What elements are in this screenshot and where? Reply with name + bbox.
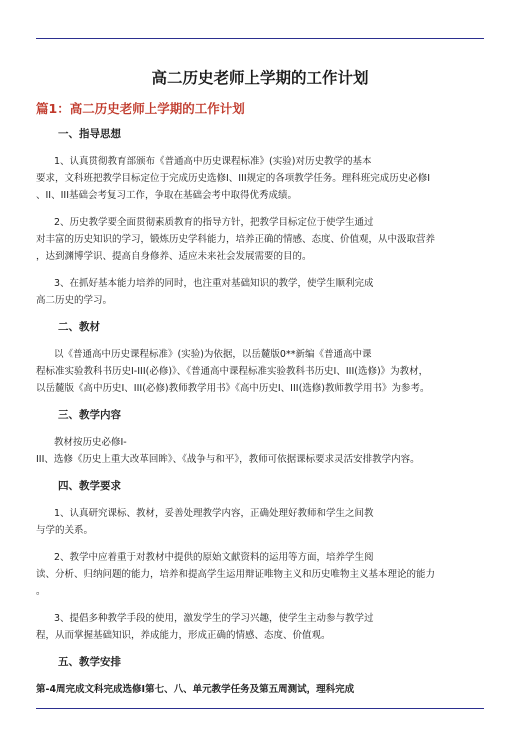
document-body [36,126,484,708]
paragraph [36,505,484,539]
paragraph [36,153,484,204]
paragraph-line: 高二历史的学习。 [36,295,113,306]
paragraph-line: 程标准实验教科书历史I-III(必修)》、《普通高中课程标准实验教科书历史I、III(选修)》为教材， [36,366,429,377]
paragraph [36,275,484,309]
paragraph-line: 以岳麓版《高中历史I、III(必修)教师教学用书》《高中历史I、III(选修)教师教学用书》为参考。 [36,383,430,394]
paragraph-line: 1、认真贯彻教育部颁布《普通高中历史课程标准》(实验)对历史教学的基本 [54,156,372,167]
paragraph-line: 教材按历史必修I- [54,437,127,448]
paragraph-line: 。 [36,586,46,597]
paragraph-line: 以《普通高中历史课程标准》(实验)为依据，以岳麓版0**新编《普通高中课 [54,349,372,360]
footer-rule [36,708,484,709]
paragraph-line: 2、历史教学要全面贯彻素质教育的指导方针，把教学目标定位于使学生通过 [54,217,374,228]
paragraph-line: 3、提倡多种教学手段的使用，激发学生的学习兴趣，使学生主动参与教学过 [54,613,374,624]
section-heading: 五、教学安排 [58,656,121,668]
paragraph-line: ，达到渊博学识、提高自身修养、适应未来社会发展需要的目的。 [36,251,312,262]
section-heading: 二、教材 [58,321,100,333]
paragraph-line: 程，从而掌握基础知识，养成能力，形成正确的情感、态度、价值观。 [36,630,331,641]
paragraph [36,214,484,265]
paragraph [36,434,484,468]
document-title: 高二历史老师上学期的工作计划 [151,69,369,87]
paragraph-line: 要求，文科班把教学目标定位于完成历史选修I、III规定的各项教学任务。理科班完成历史必修I [36,173,431,184]
paragraph-line: 对丰富的历史知识的学习，锻炼历史学科能力，培养正确的情感、态度、价值观，从中汲取营养 [36,234,436,245]
paragraph-line: 、II、III基础会考复习工作，争取在基础会考中取得优秀成绩。 [36,190,298,201]
paragraph [36,549,484,600]
section-heading: 三、教学内容 [58,409,121,421]
section-heading: 四、教学要求 [58,480,121,492]
paragraph-line: 第-4周完成文科完成选修I第七、八、单元教学任务及第五周测试，理科完成 [36,684,355,695]
header-rule [36,38,484,39]
paragraph [36,610,484,644]
paragraph-line: 3、在抓好基本能力培养的同时，也注重对基础知识的教学，使学生顺利完成 [54,278,374,289]
chapter-heading: 篇1：高二历史老师上学期的工作计划 [36,101,245,116]
paragraph [36,346,484,397]
paragraph-line: III、选修《历史上重大改革回眸》、《战争与和平》，教师可依据课标要求灵活安排教学内容。 [36,454,420,465]
paragraph-line: 与学的关系。 [36,525,94,536]
paragraph-line: 2、教学中应着重于对教材中提供的原始文献资料的运用等方面，培养学生阅 [54,552,374,563]
paragraph [36,681,484,698]
paragraph-line: 读、分析、归纳问题的能力，培养和提高学生运用辩证唯物主义和历史唯物主义基本理论的能力 [36,569,436,580]
paragraph-line: 1、认真研究课标、教材，妥善处理教学内容，正确处理好教师和学生之间教 [54,508,374,519]
section-heading: 一、指导思想 [58,128,121,140]
